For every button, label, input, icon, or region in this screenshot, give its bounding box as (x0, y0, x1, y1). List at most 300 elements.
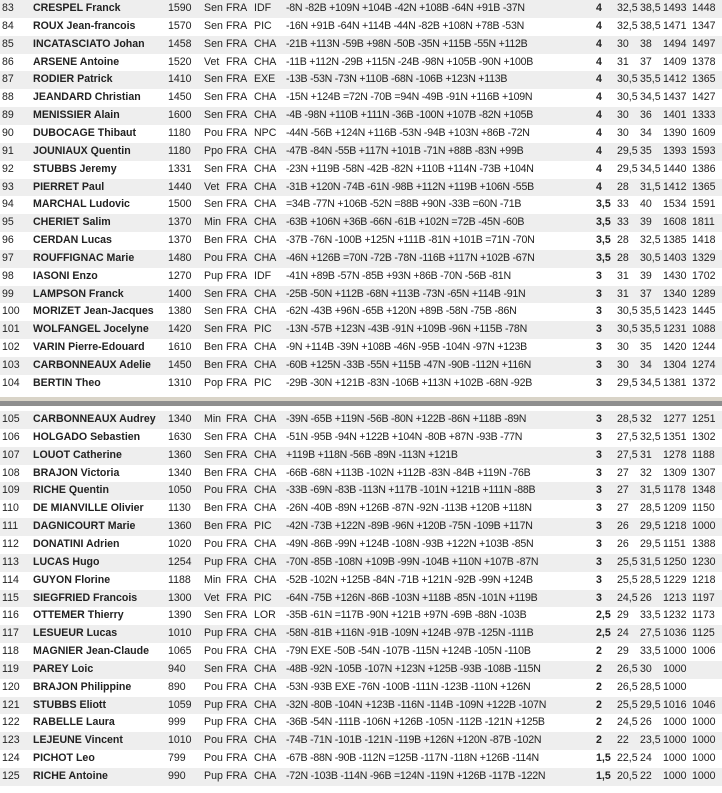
cell-fed: FRA (226, 109, 248, 122)
cell-lig: PIC (254, 376, 272, 389)
cell-t2: 28,5 (640, 573, 661, 586)
cell-t3: 1213 (663, 591, 687, 604)
cell-fed: FRA (226, 269, 248, 282)
cell-t3: 1278 (663, 448, 687, 461)
cell-name: HOLGADO Sebastien (33, 430, 141, 443)
cell-t2: 26 (640, 591, 652, 604)
table-row (0, 0, 722, 18)
cell-cat: Sen (204, 37, 223, 50)
cell-lig: PIC (254, 323, 272, 336)
cell-t2: 34 (640, 359, 652, 371)
cell-cat: Ppo (204, 144, 223, 157)
cell-rank: 113 (2, 555, 19, 568)
cell-t1: 29 (617, 609, 629, 622)
cell-t1: 27 (617, 466, 629, 479)
cell-elo: 940 (168, 662, 186, 675)
cell-elo: 1410 (168, 73, 192, 86)
cell-cat: Pup (204, 627, 223, 640)
cell-name: DAGNICOURT Marie (33, 520, 136, 533)
cell-rank: 92 (2, 162, 14, 175)
cell-res: -67B -88N -90B -112N =125B -117N -118N +126B -114N (286, 752, 539, 765)
cell-perf: 1609 (692, 126, 716, 139)
cell-perf: 1427 (692, 91, 716, 104)
cell-elo: 1059 (168, 698, 192, 711)
cell-name: CERDAN Lucas (33, 234, 112, 247)
table-row (0, 500, 722, 518)
cell-t3: 1403 (663, 251, 687, 264)
table-row (0, 179, 722, 197)
cell-fed: FRA (226, 73, 248, 86)
cell-elo: 1188 (168, 573, 191, 586)
table-row (0, 286, 722, 304)
cell-cat: Pou (204, 752, 223, 765)
cell-elo: 1340 (168, 466, 192, 479)
cell-t1: 30 (617, 37, 629, 50)
cell-t2: 31,5 (640, 484, 661, 497)
cell-cat: Sen (204, 2, 223, 14)
cell-res: +119B +118N -56B -89N -113N +121B (286, 448, 458, 461)
cell-perf: 1302 (692, 430, 716, 443)
cell-t1: 26 (617, 537, 629, 550)
cell-lig: CHA (254, 573, 277, 586)
cell-lig: CHA (254, 627, 277, 640)
cell-elo: 1420 (168, 323, 192, 336)
table-row (0, 554, 722, 572)
table-row (0, 625, 722, 643)
cell-name: CARBONNEAUX Audrey (33, 413, 156, 425)
cell-res: -13N -57B +123N -43B -91N +109B -96N +115B -78N (286, 323, 527, 336)
cell-perf: 1000 (692, 520, 716, 533)
cell-perf: 1497 (692, 37, 716, 50)
cell-name: LOUOT Catherine (33, 448, 122, 461)
cell-elo: 1370 (168, 216, 192, 229)
cell-cat: Sen (204, 19, 223, 32)
cell-name: STUBBS Eliott (33, 698, 106, 711)
cell-res: -32N -80B -104N +123B -116N -114B -109N +122B -107N (286, 698, 547, 711)
cell-pts: 3 (596, 323, 602, 336)
cell-fed: FRA (226, 2, 248, 14)
cell-perf: 1702 (692, 269, 716, 282)
cell-cat: Pup (204, 716, 223, 729)
cell-name: MORIZET Jean-Jacques (33, 305, 154, 318)
table-row (0, 375, 722, 393)
cell-rank: 100 (2, 305, 20, 318)
table-row (0, 268, 722, 286)
cell-t2: 31,5 (640, 555, 661, 568)
cell-res: -23N +119B -58N -42B -82N +110B +114N -73B +104N (286, 162, 534, 175)
cell-cat: Pou (204, 537, 223, 550)
cell-name: CARBONNEAUX Adelie (33, 359, 151, 371)
cell-res: -63B +106N +36B -66N -61B +102N =72B -45N -60B (286, 216, 525, 229)
cell-elo: 1270 (168, 269, 192, 282)
cell-lig: IDF (254, 2, 272, 14)
cell-perf: 1125 (692, 627, 715, 640)
cell-name: ROUX Jean-francois (33, 19, 136, 32)
table-row (0, 321, 722, 339)
cell-name: MENISSIER Alain (33, 109, 120, 122)
cell-rank: 89 (2, 109, 14, 122)
table-row (0, 89, 722, 107)
cell-t2: 28,5 (640, 502, 661, 515)
cell-lig: CHA (254, 144, 277, 157)
table-row (0, 482, 722, 500)
cell-lig: NPC (254, 126, 277, 139)
cell-t3: 1381 (663, 376, 687, 389)
cell-rank: 122 (2, 716, 20, 729)
cell-t1: 30,5 (617, 305, 638, 318)
cell-res: -16N +91B -64N +114B -44N -82B +108N +78B -53N (286, 19, 524, 32)
cell-fed: FRA (226, 662, 248, 675)
cell-perf: 1046 (692, 698, 716, 711)
cell-cat: Sen (204, 323, 223, 336)
cell-t3: 1000 (663, 680, 687, 693)
cell-t1: 26,5 (617, 662, 638, 675)
cell-lig: IDF (254, 269, 272, 282)
cell-perf: 1000 (692, 752, 716, 765)
cell-perf: 1333 (692, 109, 716, 122)
cell-elo: 1380 (168, 305, 192, 318)
cell-t2: 27,5 (640, 627, 661, 640)
cell-t3: 1209 (663, 502, 687, 515)
table-row (0, 429, 722, 447)
cell-perf: 1448 (692, 2, 716, 14)
cell-t2: 33,5 (640, 609, 661, 622)
cell-name: PIERRET Paul (33, 180, 105, 193)
cell-perf: 1386 (692, 162, 716, 175)
cell-res: -60B +125N -33B -55N +115B -47N -90B -112N +116N (286, 359, 532, 371)
cell-perf: 1218 (692, 573, 716, 586)
cell-cat: Ben (204, 359, 223, 371)
cell-fed: FRA (226, 734, 248, 747)
cell-lig: EXE (254, 73, 276, 86)
cell-perf: 1593 (692, 144, 716, 157)
cell-cat: Pou (204, 484, 223, 497)
cell-res: -26N -40B -89N +126B -87N -92N -113B +120B +118N (286, 502, 532, 515)
cell-elo: 1400 (168, 287, 192, 300)
cell-t2: 28,5 (640, 680, 661, 693)
cell-t3: 1229 (663, 573, 687, 586)
cell-perf: 1307 (692, 466, 716, 479)
cell-name: RICHE Quentin (33, 484, 109, 497)
table-row (0, 107, 722, 125)
cell-rank: 117 (2, 627, 19, 640)
cell-rank: 125 (2, 770, 20, 782)
cell-res: -72N -103B -114N -96B =124N -119N +126B -117B -122N (286, 770, 546, 782)
cell-t3: 1250 (663, 555, 687, 568)
table-row (0, 339, 722, 357)
cell-t3: 1390 (663, 126, 687, 139)
cell-fed: FRA (226, 198, 248, 211)
cell-t3: 1423 (663, 305, 687, 318)
table-row (0, 71, 722, 89)
cell-t3: 1000 (663, 752, 687, 765)
cell-rank: 101 (2, 323, 20, 336)
cell-elo: 1520 (168, 55, 192, 68)
cell-name: ARSENE Antoine (33, 55, 120, 68)
cell-t1: 30 (617, 341, 629, 354)
cell-cat: Sen (204, 109, 223, 122)
cell-fed: FRA (226, 752, 248, 765)
cell-rank: 88 (2, 91, 14, 104)
cell-pts: 3,5 (596, 251, 611, 264)
table-row (0, 357, 722, 375)
cell-lig: CHA (254, 645, 277, 658)
cell-perf: 1418 (692, 234, 716, 247)
cell-lig: CHA (254, 413, 277, 425)
cell-rank: 110 (2, 502, 19, 515)
cell-rank: 93 (2, 180, 14, 193)
cell-t3: 1430 (663, 269, 687, 282)
cell-fed: FRA (226, 413, 248, 425)
cell-pts: 2 (596, 662, 602, 675)
cell-lig: PIC (254, 19, 272, 32)
cell-lig: CHA (254, 180, 277, 193)
cell-res: =34B -77N +106B -52N =88B +90N -33B =60N -71B (286, 198, 522, 211)
cell-perf: 1230 (692, 555, 716, 568)
cell-fed: FRA (226, 91, 248, 104)
cell-res: -49N -86B -99N +124B -108N -93B +122N +103B -85N (286, 537, 534, 550)
cell-rank: 90 (2, 126, 14, 139)
cell-fed: FRA (226, 484, 248, 497)
cell-fed: FRA (226, 180, 248, 193)
cell-t3: 1000 (663, 716, 687, 729)
cell-rank: 123 (2, 734, 20, 747)
cell-t1: 30,5 (617, 323, 638, 336)
cell-fed: FRA (226, 55, 248, 68)
cell-elo: 1590 (168, 2, 192, 14)
cell-rank: 116 (2, 609, 19, 622)
cell-name: RODIER Patrick (33, 73, 113, 86)
cell-perf: 1000 (692, 734, 716, 747)
cell-perf: 1347 (692, 19, 716, 32)
cell-cat: Sen (204, 198, 223, 211)
cell-rank: 119 (2, 662, 19, 675)
cell-name: CHERIET Salim (33, 216, 111, 229)
cell-t3: 1385 (663, 234, 687, 247)
cell-t2: 26 (640, 716, 652, 729)
cell-name: BRAJON Victoria (33, 466, 120, 479)
cell-elo: 1180 (168, 144, 191, 157)
cell-lig: LOR (254, 609, 276, 622)
cell-fed: FRA (226, 376, 248, 389)
cell-pts: 4 (596, 55, 602, 68)
cell-t1: 24 (617, 627, 629, 640)
cell-perf: 1244 (692, 341, 716, 354)
cell-t2: 34,5 (640, 91, 661, 104)
cell-pts: 3 (596, 520, 602, 533)
table-row (0, 518, 722, 536)
table-row (0, 125, 722, 143)
cell-elo: 990 (168, 770, 186, 782)
cell-t1: 29,5 (617, 162, 638, 175)
cell-t2: 39 (640, 269, 652, 282)
table-row (0, 572, 722, 590)
cell-elo: 999 (168, 716, 186, 729)
cell-t3: 1409 (663, 55, 687, 68)
cell-pts: 4 (596, 37, 602, 50)
cell-t2: 33,5 (640, 645, 661, 658)
cell-lig: CHA (254, 91, 277, 104)
cell-t2: 38,5 (640, 19, 661, 32)
cell-rank: 109 (2, 484, 20, 497)
cell-t1: 30 (617, 109, 629, 122)
cell-t3: 1412 (663, 73, 687, 86)
cell-res: -9N +114B -39N +108B -46N -95B -104N -97N +123B (286, 341, 527, 354)
table-row (0, 714, 722, 732)
cell-cat: Pup (204, 269, 223, 282)
cell-lig: CHA (254, 448, 277, 461)
table-row (0, 536, 722, 554)
cell-t1: 29 (617, 645, 629, 658)
cell-pts: 4 (596, 91, 602, 104)
cell-fed: FRA (226, 645, 248, 658)
cell-t3: 1437 (663, 91, 687, 104)
cell-rank: 97 (2, 251, 14, 264)
cell-rank: 91 (2, 144, 14, 157)
cell-lig: CHA (254, 484, 277, 497)
table-row (0, 214, 722, 232)
table-row (0, 679, 722, 697)
cell-t1: 22,5 (617, 752, 638, 765)
cell-name: RABELLE Laura (33, 716, 115, 729)
cell-t3: 1493 (663, 2, 687, 14)
cell-t3: 1412 (663, 180, 687, 193)
cell-t3: 1036 (663, 627, 687, 640)
cell-name: LEJEUNE Vincent (33, 734, 123, 747)
cell-cat: Sen (204, 448, 223, 461)
cell-name: ROUFFIGNAC Marie (33, 251, 135, 264)
cell-pts: 4 (596, 2, 602, 14)
table-row (0, 54, 722, 72)
cell-t1: 26 (617, 520, 629, 533)
cell-t3: 1393 (663, 144, 687, 157)
cell-cat: Ben (204, 341, 223, 354)
cell-t3: 1178 (663, 484, 686, 497)
cell-fed: FRA (226, 573, 248, 586)
cell-fed: FRA (226, 770, 248, 782)
cell-elo: 1458 (168, 37, 192, 50)
table-row (0, 303, 722, 321)
cell-pts: 2 (596, 734, 602, 747)
cell-t1: 29,5 (617, 376, 638, 389)
cell-perf: 1289 (692, 287, 716, 300)
cell-t1: 31 (617, 287, 629, 300)
cell-name: BERTIN Theo (33, 376, 101, 389)
cell-res: -36B -54N -111B -106N +126B -105N -112B -121N +125B (286, 716, 545, 729)
cell-fed: FRA (226, 448, 248, 461)
cell-name: RICHE Antoine (33, 770, 108, 782)
cell-lig: CHA (254, 698, 277, 711)
cell-fed: FRA (226, 341, 248, 354)
cell-fed: FRA (226, 591, 248, 604)
cell-elo: 1065 (168, 645, 192, 658)
cell-rank: 115 (2, 591, 19, 604)
cell-t2: 34,5 (640, 162, 661, 175)
cell-res: -29B -30N +121B -83N -106B +113N +102B -68N -92B (286, 376, 533, 389)
cell-pts: 2 (596, 698, 602, 711)
cell-pts: 3 (596, 448, 602, 461)
cell-t1: 29,5 (617, 144, 638, 157)
cell-t1: 28 (617, 234, 629, 247)
cell-rank: 103 (2, 359, 20, 371)
cell-pts: 2,5 (596, 609, 611, 622)
cell-t3: 1309 (663, 466, 687, 479)
cell-t2: 32 (640, 413, 652, 425)
cell-fed: FRA (226, 251, 248, 264)
cell-res: -4B -98N +110B +111N -36B -100N +107B -82N +105B (286, 109, 534, 122)
cell-lig: CHA (254, 287, 277, 300)
cell-elo: 1360 (168, 520, 192, 533)
cell-perf: 1251 (692, 413, 716, 425)
cell-res: -62N -43B +96N -65B +120N +89B -58N -75B -86N (286, 305, 517, 318)
cell-t1: 32,5 (617, 19, 638, 32)
cell-res: -33B -69N -83B -113N +117B -101N +121B +111N -88B (286, 484, 536, 497)
table-row (0, 465, 722, 483)
cell-t2: 30,5 (640, 251, 661, 264)
cell-perf: 1445 (692, 305, 716, 318)
cell-t2: 36 (640, 109, 652, 122)
cell-name: DE MIANVILLE Olivier (33, 502, 144, 515)
table-row (0, 750, 722, 768)
cell-elo: 1440 (168, 180, 192, 193)
cell-res: -44N -56B +124N +116B -53N -94B +103N +86B -72N (286, 126, 530, 139)
cell-name: LESUEUR Lucas (33, 627, 118, 640)
cell-perf: 1197 (692, 591, 715, 604)
cell-res: -53N -93B EXE -76N -100B -111N -123B -110N +126N (286, 680, 531, 693)
cell-rank: 84 (2, 19, 14, 32)
cell-fed: FRA (226, 323, 248, 336)
cell-rank: 107 (2, 448, 20, 461)
cell-t3: 1401 (663, 109, 687, 122)
cell-elo: 1300 (168, 591, 192, 604)
cell-t1: 30 (617, 126, 629, 139)
table-row (0, 143, 722, 161)
cell-t2: 35,5 (640, 305, 661, 318)
cell-cat: Sen (204, 662, 223, 675)
cell-perf: 1329 (692, 251, 716, 264)
page-break-divider (0, 394, 722, 410)
cell-t3: 1218 (663, 520, 687, 533)
cell-elo: 1360 (168, 448, 192, 461)
cell-lig: PIC (254, 591, 272, 604)
table-row (0, 36, 722, 54)
cell-elo: 1630 (168, 430, 192, 443)
cell-cat: Pup (204, 555, 223, 568)
cell-t1: 30,5 (617, 73, 638, 86)
cell-elo: 1570 (168, 19, 192, 32)
cell-perf: 1000 (692, 716, 716, 729)
cell-perf: 1274 (692, 359, 716, 371)
cell-rank: 98 (2, 269, 14, 282)
cell-elo: 1450 (168, 359, 192, 371)
cell-t3: 1304 (663, 359, 687, 371)
cell-t3: 1471 (663, 19, 687, 32)
cell-res: -35B -61N =117B -90N +121B +97N -69B -88N -103B (286, 609, 527, 622)
cell-rank: 85 (2, 37, 14, 50)
cell-t3: 1016 (663, 698, 687, 711)
cell-t2: 37 (640, 287, 652, 300)
cell-lig: CHA (254, 234, 277, 247)
cell-rank: 124 (2, 752, 20, 765)
cell-t3: 1534 (663, 198, 687, 211)
cell-pts: 3,5 (596, 216, 611, 229)
cell-lig: CHA (254, 430, 277, 443)
cell-fed: FRA (226, 698, 248, 711)
cell-perf: 1000 (692, 770, 716, 782)
cell-elo: 1340 (168, 413, 192, 425)
cell-pts: 3 (596, 430, 602, 443)
cell-t3: 1351 (663, 430, 687, 443)
